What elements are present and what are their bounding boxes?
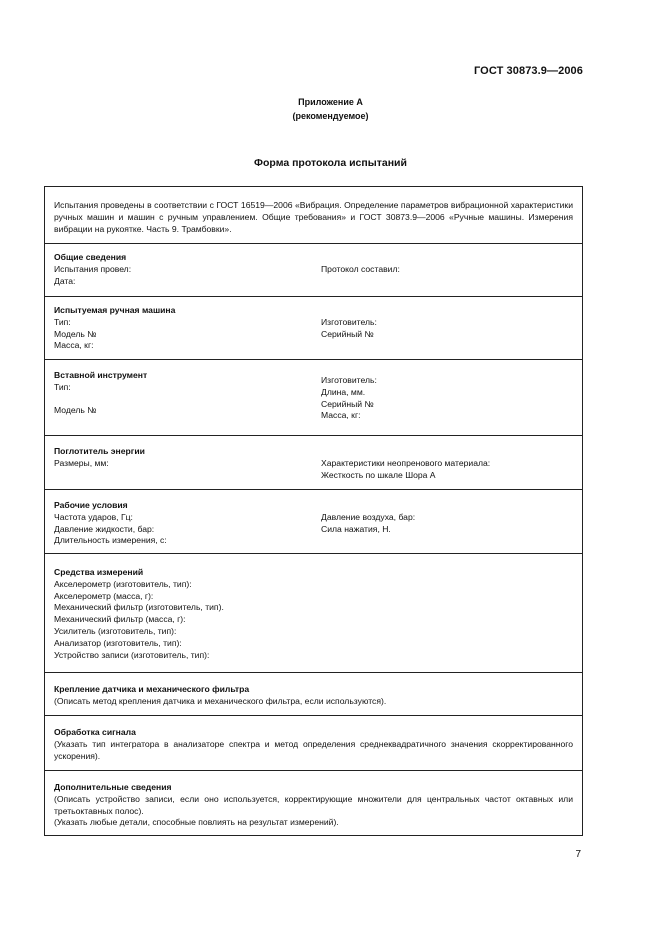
air-pressure-field: Давление воздуха, бар: (321, 511, 416, 522)
absorber-heading: Поглотитель энергии (54, 446, 145, 456)
tool-model-field: Модель № (54, 405, 97, 416)
tool-length-field: Длина, мм. (321, 386, 366, 397)
absorber-dimensions-field: Размеры, мм: (54, 457, 109, 468)
section-instruments (45, 553, 582, 673)
annex-title: Приложение А (298, 97, 363, 107)
signal-heading: Обработка сигнала (54, 727, 136, 737)
annex-status: (рекомендуемое) (292, 111, 369, 121)
tool-heading: Вставной инструмент (54, 370, 148, 380)
section-absorber (45, 435, 582, 490)
instrument-item: Устройство записи (изготовитель, тип): (54, 649, 210, 660)
tool-serial-field: Серийный № (321, 398, 374, 409)
date-field: Дата: (54, 275, 76, 286)
signal-text: (Указать тип интегратора в анализаторе спектра и метод определения среднеквадратичного значения скорректированного ускорения). (54, 738, 573, 761)
absorber-material-field: Характеристики неопренового материала: (321, 457, 491, 468)
mounting-text: (Описать метод крепления датчика и механического фильтра, если используются). (54, 695, 387, 706)
tested-by-field: Испытания провел: (54, 263, 132, 274)
form-title: Форма протокола испытаний (254, 157, 407, 169)
absorber-hardness-field: Жесткость по шкале Шора А (321, 469, 436, 480)
section-tool (45, 359, 582, 436)
feed-force-field: Сила нажатия, Н. (321, 523, 391, 534)
intro-text: Испытания проведены в соответствии с ГОСТ 16519—2006 «Вибрация. Определение параметров вибрационной характеристики ручных машин и машин с ручным управлением. Общие требования» и ГОСТ 30873.9—2006 «Ручные машины. Измерения вибрации на рукоятке. Часть 9. Трамбовки». (54, 200, 573, 234)
machine-heading: Испытуемая ручная машина (54, 305, 176, 315)
protocol-form (44, 186, 583, 836)
section-additional (45, 770, 582, 835)
section-intro (45, 187, 582, 244)
instrument-item: Анализатор (изготовитель, тип): (54, 637, 182, 648)
page-number: 7 (575, 849, 581, 860)
machine-type-field: Тип: (54, 316, 71, 327)
section-machine (45, 296, 582, 360)
section-mounting (45, 672, 582, 716)
tool-type-field: Тип: (54, 381, 71, 392)
machine-manufacturer-field: Изготовитель: (321, 316, 377, 327)
machine-mass-field: Масса, кг: (54, 340, 94, 351)
general-heading: Общие сведения (54, 252, 127, 262)
instrument-item: Акселерометр (изготовитель, тип): (54, 578, 192, 589)
additional-text-1: (Описать устройство записи, если оно используется, корректирующие множители для центральных частот октавных или третьоктавных полос). (54, 793, 573, 816)
instrument-item: Усилитель (изготовитель, тип): (54, 625, 177, 636)
instruments-heading: Средства измерений (54, 567, 144, 577)
additional-text-2: (Указать любые детали, способные повлиять на результат измерений). (54, 817, 339, 828)
duration-field: Длительность измерения, с: (54, 535, 167, 546)
instrument-item: Механический фильтр (изготовитель, тип). (54, 602, 224, 613)
fluid-pressure-field: Давление жидкости, бар: (54, 523, 155, 534)
instrument-item: Акселерометр (масса, г): (54, 590, 154, 601)
standard-id: ГОСТ 30873.9—2006 (473, 65, 583, 77)
report-by-field: Протокол составил: (321, 263, 400, 274)
conditions-heading: Рабочие условия (54, 500, 128, 510)
section-signal (45, 715, 582, 771)
instrument-item: Механический фильтр (масса, г): (54, 614, 186, 625)
impact-rate-field: Частота ударов, Гц: (54, 511, 133, 522)
additional-heading: Дополнительные сведения (54, 782, 172, 792)
annex-heading (0, 95, 661, 123)
tool-manufacturer-field: Изготовитель: (321, 375, 377, 385)
machine-serial-field: Серийный № (321, 328, 374, 339)
section-general (45, 243, 582, 297)
machine-model-field: Модель № (54, 328, 97, 339)
section-conditions (45, 489, 582, 554)
mounting-heading: Крепление датчика и механического фильтра (54, 684, 250, 694)
tool-mass-field: Масса, кг: (321, 410, 361, 421)
